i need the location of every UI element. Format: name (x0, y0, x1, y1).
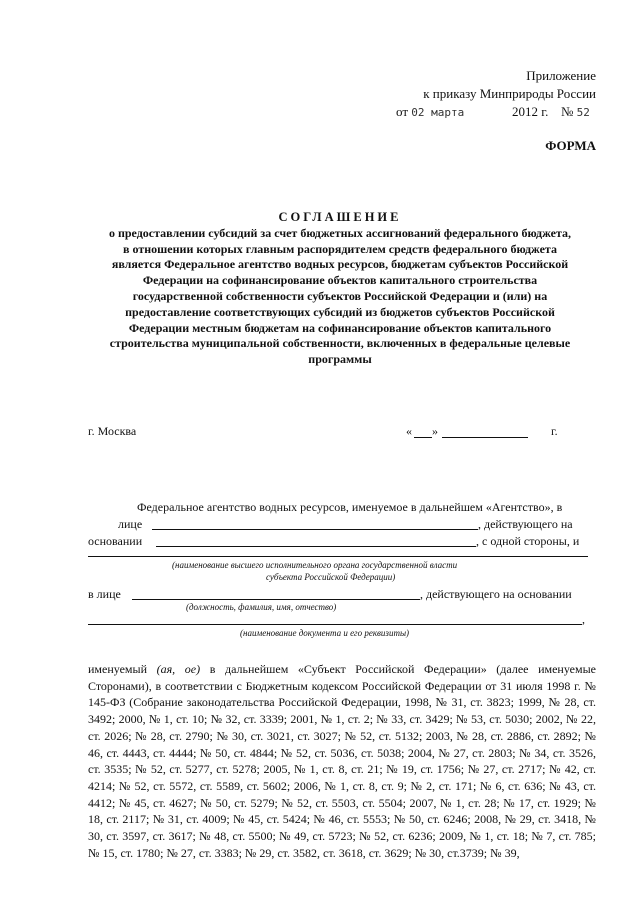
acting-basis-label: , действующего на основании (420, 587, 572, 601)
order-reference: к приказу Минприроды России (423, 86, 596, 101)
body-text: в дальнейшем «Субъект Российской Федерации» (далее именуемые Сторонами), в соответствии с Бюджетным кодексом Российской Федерации от 31 июля 1998 г. № 145-ФЗ (Собрание законодательства Российской Федерации, 1998, № 31, ст. 3823; 1999, № 28, ст. 3492; 2000, № 1, ст. 10; № 32, ст. 3339; 2001, № 1, ст. 2; № 33, ст. 3429; № 53, ст. 5030; 2002, № 22, ст. 2026; № 28, ст. 2790; № 30, ст. 3021, ст. 3027; № 52, ст. 5132; 2003, № 28, ст. 2886, ст. 2892; № 46, ст. 4443, ст. 4444; № 50, ст. 4844; № 52, ст. 5036, ст. 5038; 2004, № 27, ст. 2803; № 34, ст. 3526, ст. 3535; № 52, ст. 5277, ст. 5278; 2005, № 1, ст. 8, ст. 21; № 19, ст. 1756; № 27, ст. 2717; № 42, ст. 4214; № 52, ст. 5572, ст. 5589, ст. 5602; 2006, № 1, ст. 8, ст. 9; № 2, ст. 171; № 6, ст. 636; № 43, ст. 4412; № 45, ст. 4627; № 50, ст. 5279; № 52, ст. 5503, ст. 5504; 2007, № 1, ст. 28; № 17, ст. 1929; № 18, ст. 2117; № 31, ст. 4009; № 45, ст. 5424; № 46, ст. 5553; № 50, ст. 6246; 2008, № 29, ст. 3418, № 30, ст. 3597, ст. 3617; № 48, ст. 5500; № 49, ст. 5723; № 52, ст. 6236; 2009, № 1, ст. 18; № 7, ст. 785; № 15, ст. 1780; № 27, ст. 3383; № 29, ст. 3582, ст. 3618, ст. 3629; № 30, ст.3739; № 39, (88, 662, 596, 860)
agency-representative-blank[interactable] (152, 529, 478, 530)
number-sign: № (561, 104, 574, 119)
body-paragraph (88, 661, 596, 861)
acting-label: , действующего на (478, 517, 573, 531)
title-line: о предоставлении субсидий за счет бюджетных ассигнований федерального бюджета, (108, 225, 572, 240)
subject-basis-blank[interactable] (88, 624, 582, 625)
basis-label: основании (88, 534, 143, 548)
order-number-handwritten: 52 (576, 106, 590, 119)
order-date-line (396, 104, 464, 120)
one-side-label: , с одной стороны, и (476, 534, 580, 548)
title-line: предоставление соответствующих субсидий из бюджетов субъектов Российской (125, 304, 555, 319)
from-prefix: от (396, 104, 409, 119)
date-day-blank[interactable] (414, 437, 432, 438)
note-subject-line1: (наименование высшего исполнительного органа государственной власти (172, 560, 458, 570)
in-person-label: лице (118, 517, 143, 531)
title-line: строительства муниципальной собственности, включенных в федеральные целевые (109, 336, 571, 351)
subject-authority-blank[interactable] (88, 556, 588, 557)
title-line: программы (308, 352, 372, 367)
note-document: (наименование документа и его реквизиты) (240, 628, 410, 638)
date-year-suffix: г. (551, 424, 558, 438)
body-lead-italic: (ая, ое) (156, 662, 201, 676)
subject-representative-blank[interactable] (132, 599, 420, 600)
order-date-handwritten: 02 марта (411, 106, 465, 119)
order-number-line (561, 104, 590, 120)
date-close-quote: » (432, 424, 438, 438)
title-line: Федерации на софинансирование объектов капитального строительства (142, 273, 538, 288)
agency-basis-blank[interactable] (156, 546, 476, 547)
order-year: 2012 г. (512, 104, 549, 119)
title-line: государственной собственности субъектов Российской Федерации и (или) на (132, 288, 548, 303)
appendix-label: Приложение (526, 68, 596, 83)
date-month-blank[interactable] (442, 437, 528, 438)
note-position: (должность, фамилия, имя, отчество) (186, 602, 337, 612)
note-subject-line2: субъекта Российской Федерации) (266, 572, 396, 582)
title-line: является Федеральное агентство водных ресурсов, бюджетам субъектов Российской (111, 257, 569, 272)
title-line: Федерации местным бюджетам на софинансирование объектов капитального (128, 320, 552, 335)
title-line: в отношении которых главным распорядителем средств федерального бюджета (123, 241, 557, 256)
body-lead: именуемый (88, 662, 157, 676)
agency-line: Федеральное агентство водных ресурсов, именуемое в дальнейшем «Агентство», в (137, 500, 563, 514)
agreement-title (80, 210, 600, 368)
form-label: ФОРМА (545, 138, 596, 153)
comma-end: , (582, 612, 585, 626)
in-person-2-label: в лице (88, 587, 121, 601)
date-open-quote: « (406, 424, 412, 438)
agreement-heading: СОГЛАШЕНИЕ (278, 210, 402, 224)
city: г. Москва (88, 424, 137, 438)
